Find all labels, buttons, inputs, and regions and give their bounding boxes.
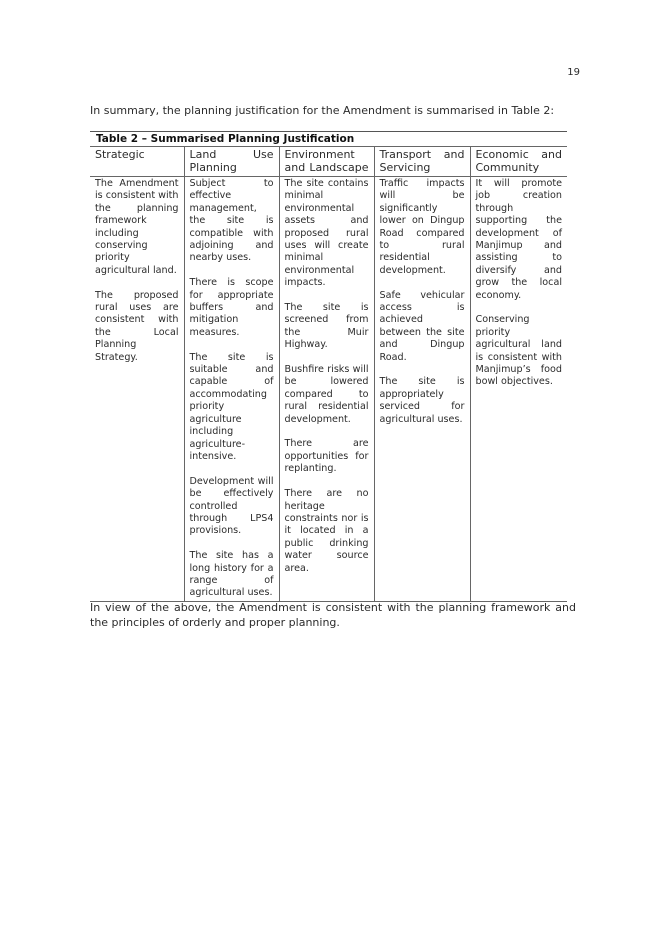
table-row: [90, 177, 567, 602]
header-economic-community: Economic and Community: [470, 147, 567, 177]
cell-paragraph: Bushfire risks will be lowered compared to rural residential development.: [284, 364, 369, 425]
header-strategic: Strategic: [90, 147, 184, 177]
cell-paragraph: The site is appropriately serviced for agricultural uses.: [379, 376, 465, 425]
cell-transport-servicing: [374, 177, 470, 602]
justification-table: [90, 146, 567, 602]
cell-paragraph: Subject to effective management, the site is compatible with adjoining and nearby uses.: [189, 178, 274, 264]
cell-paragraph: Safe vehicular access is achieved between the site and Dingup Road.: [379, 289, 465, 363]
planning-justification-table: [90, 131, 567, 602]
cell-paragraph: There is scope for appropriate buffers and mitigation measures.: [189, 277, 274, 338]
header-land-use-planning: Land Use Planning: [184, 147, 279, 177]
cell-paragraph: The site contains minimal environmental assets and proposed rural uses will create minimal environmental impacts.: [284, 178, 369, 289]
cell-environment-landscape: [279, 177, 374, 602]
cell-paragraph: The proposed rural uses are consistent with the Local Planning Strategy.: [95, 289, 179, 363]
closing-paragraph: In view of the above, the Amendment is consistent with the planning framework and the principles of orderly and proper planning.: [90, 601, 576, 629]
cell-paragraph: Conserving priority agricultural land is consistent with Manjimup’s food bowl objectives.: [475, 314, 562, 388]
cell-paragraph: Development will be effectively controlled through LPS4 provisions.: [189, 475, 274, 537]
cell-paragraph: There are no heritage constraints nor is it located in a public drinking water source area.: [284, 488, 369, 574]
header-environment-landscape: Environment and Landscape: [279, 147, 374, 177]
cell-paragraph: The site is suitable and capable of accommodating priority agriculture including agriculture-intensive.: [189, 351, 274, 462]
cell-paragraph: The site has a long history for a range of agricultural uses.: [189, 550, 274, 599]
intro-paragraph: In summary, the planning justification for the Amendment is summarised in Table 2:: [90, 104, 555, 117]
cell-paragraph: It will promote job creation through supporting the development of Manjimup and assisting to diversify and grow the local economy.: [475, 178, 562, 301]
cell-paragraph: The site is screened from the Muir Highway.: [284, 302, 369, 351]
cell-paragraph: Traffic impacts will be significantly lower on Dingup Road compared to rural residential development.: [379, 178, 465, 276]
table-caption: Table 2 – Summarised Planning Justification: [90, 131, 567, 146]
cell-economic-community: [470, 177, 567, 602]
cell-paragraph: There are opportunities for replanting.: [284, 438, 369, 475]
cell-strategic: [90, 177, 184, 602]
cell-paragraph: The Amendment is consistent with the planning framework including conserving priority agricultural land.: [95, 178, 179, 276]
page-number: 19: [567, 67, 580, 78]
table-header-row: [90, 147, 567, 177]
cell-land-use-planning: [184, 177, 279, 602]
header-transport-servicing: Transport and Servicing: [374, 147, 470, 177]
